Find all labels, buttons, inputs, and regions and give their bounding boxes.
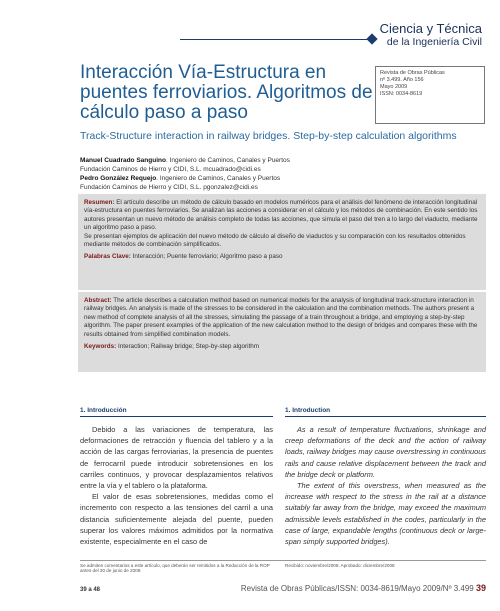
article-title: Interacción Vía-Estructura en puentes ferroviarios. Algoritmos de cálculo paso a paso: [80, 62, 373, 123]
paragraph: El valor de esas sobretensiones, medidas como el incremento con respecto a las tensiones del carril a una distancia suficientemente alejada del puente, pueden superar los valores máximos admitidos por la normativa existente, especialmente en el caso de: [80, 492, 273, 547]
abstract-label: Abstract:: [84, 297, 112, 304]
footnote-right: Recibido: noviembre/2008. Aprobado: diciembre/2008: [285, 563, 395, 568]
page-footer: [241, 583, 486, 593]
paragraph: As a result of temperature fluctuations, shrinkage and creep deformations of the deck and the action of railway loads, railway bridges may cause overstressing in continuous rails and cause relative displacement between the track and the bridge deck or platform.: [285, 425, 486, 479]
footnote-rule: [80, 560, 486, 561]
section-heading-es: 1. Introducción: [80, 407, 273, 417]
section-rule: [180, 39, 370, 40]
abstract-keywords: Keywords: Interaction; Railway bridge; Step-by-step algorithm: [84, 343, 259, 351]
body-text-es: [80, 424, 273, 547]
page-range: 39 a 48: [80, 587, 101, 593]
section-header: [380, 22, 482, 48]
resumen-box: [78, 194, 486, 290]
diamond-icon: [366, 33, 377, 44]
author-line: Pedro González Requejo. Ingeniero de Caminos, Canales y Puertos: [80, 175, 281, 182]
footnote-left: Se admiten comentarios a este artículo, que deberán ser remitidos a la Redacción de la ROP antes del 30 de junio de 2009.: [80, 563, 270, 573]
publication-issue: nº 3.499. Año 156: [380, 77, 424, 83]
column-spanish: [80, 407, 273, 547]
resumen-text-2: Se presentan ejemplos de aplicación del nuevo método de cálculo al diseño de viaductos y su comparación con los resultados obtenidos mediante métodos de combinación simplificados.: [84, 232, 466, 249]
section-title: Ciencia y Técnica: [379, 21, 482, 36]
article-subtitle-en: Track-Structure interaction in railway bridges. Step-by-step calculation algorithms: [80, 130, 457, 142]
publication-date: Mayo 2009: [380, 84, 408, 90]
keywords-label: Palabras Clave:: [84, 253, 131, 261]
resumen-text: Resumen: El artículo describe un método de cálculo basado en modelos numéricos para el análisis del fenómeno de interacción longitudinal vía-estructura en puentes ferroviarios. Se analizan las acciones a considerar en el cálculo y los métodos de combinación. En este sentido los autores presentan un nuevo método de análisis completo de todas las acciones, que simula el paso del tren a lo largo del viaducto, mediante un algoritmo paso a paso.: [84, 199, 478, 232]
publication-info-box: [375, 66, 485, 124]
author-affiliation: Fundación Caminos de Hierro y CIDI, S.L. mcuadrado@cidi.es: [80, 166, 261, 173]
section-subtitle: de la Ingeniería Civil: [386, 36, 482, 48]
abstract-box: [78, 292, 486, 372]
publication-name: Revista de Obras Públicas: [380, 70, 445, 76]
keywords-label: Keywords:: [84, 343, 117, 351]
resumen-keywords: Palabras Clave: Interacción; Puente ferroviario; Algoritmo paso a paso: [84, 253, 283, 261]
column-english: [285, 407, 486, 547]
author-line: Manuel Cuadrado Sanguino. Ingeniero de Caminos, Canales y Puertos: [80, 157, 290, 164]
author-affiliation: Fundación Caminos de Hierro y CIDI, S.L. pgonzalez@cidi.es: [80, 184, 258, 191]
page-number: 39: [475, 583, 486, 593]
abstract-text: Abstract: The article describes a calculation method based on numerical models for the analysis of longitudinal track-structure interaction in railway bridges. An analysis is made of the stresses to be considered in the calculation and the combination methods. The authors present a new method of complete analysis of all the stresses, simulating the passage of a train throughout a bridge, and employing a step-by-step algorithm. The paper present examples of the application of the new calculation method to the design of bridges and compares these with the results obtained from simplified combination models.: [84, 297, 478, 338]
paragraph: The extent of this overstress, when measured as the increase with respect to the stress in the rail at a distance suitably far away from the bridge, may exceed the maximum admissible levels established in the codes, particularly in the case of large, expandable lengths (continuous deck or large-span simply supported bridges).: [285, 481, 486, 547]
paragraph: Debido a las variaciones de temperatura, las deformaciones de retracción y fluencia del tablero y a la acción de las cargas ferroviarias, la presencia de puentes de ferrocarril puede introducir sobretensiones en los carriles continuos, y provocar desplazamientos relativos entre la vía y el tablero o la plataforma.: [80, 425, 273, 491]
authors-block: [80, 156, 460, 192]
body-text-en: [285, 424, 486, 547]
resumen-label: Resumen:: [84, 199, 115, 206]
publication-issn: ISSN: 0034-8619: [380, 91, 423, 97]
section-heading-en: 1. Introduction: [285, 407, 486, 417]
journal-citation: Revista de Obras Públicas/ISSN: 0034-8619/Mayo 2009/Nº 3.499: [240, 584, 474, 593]
